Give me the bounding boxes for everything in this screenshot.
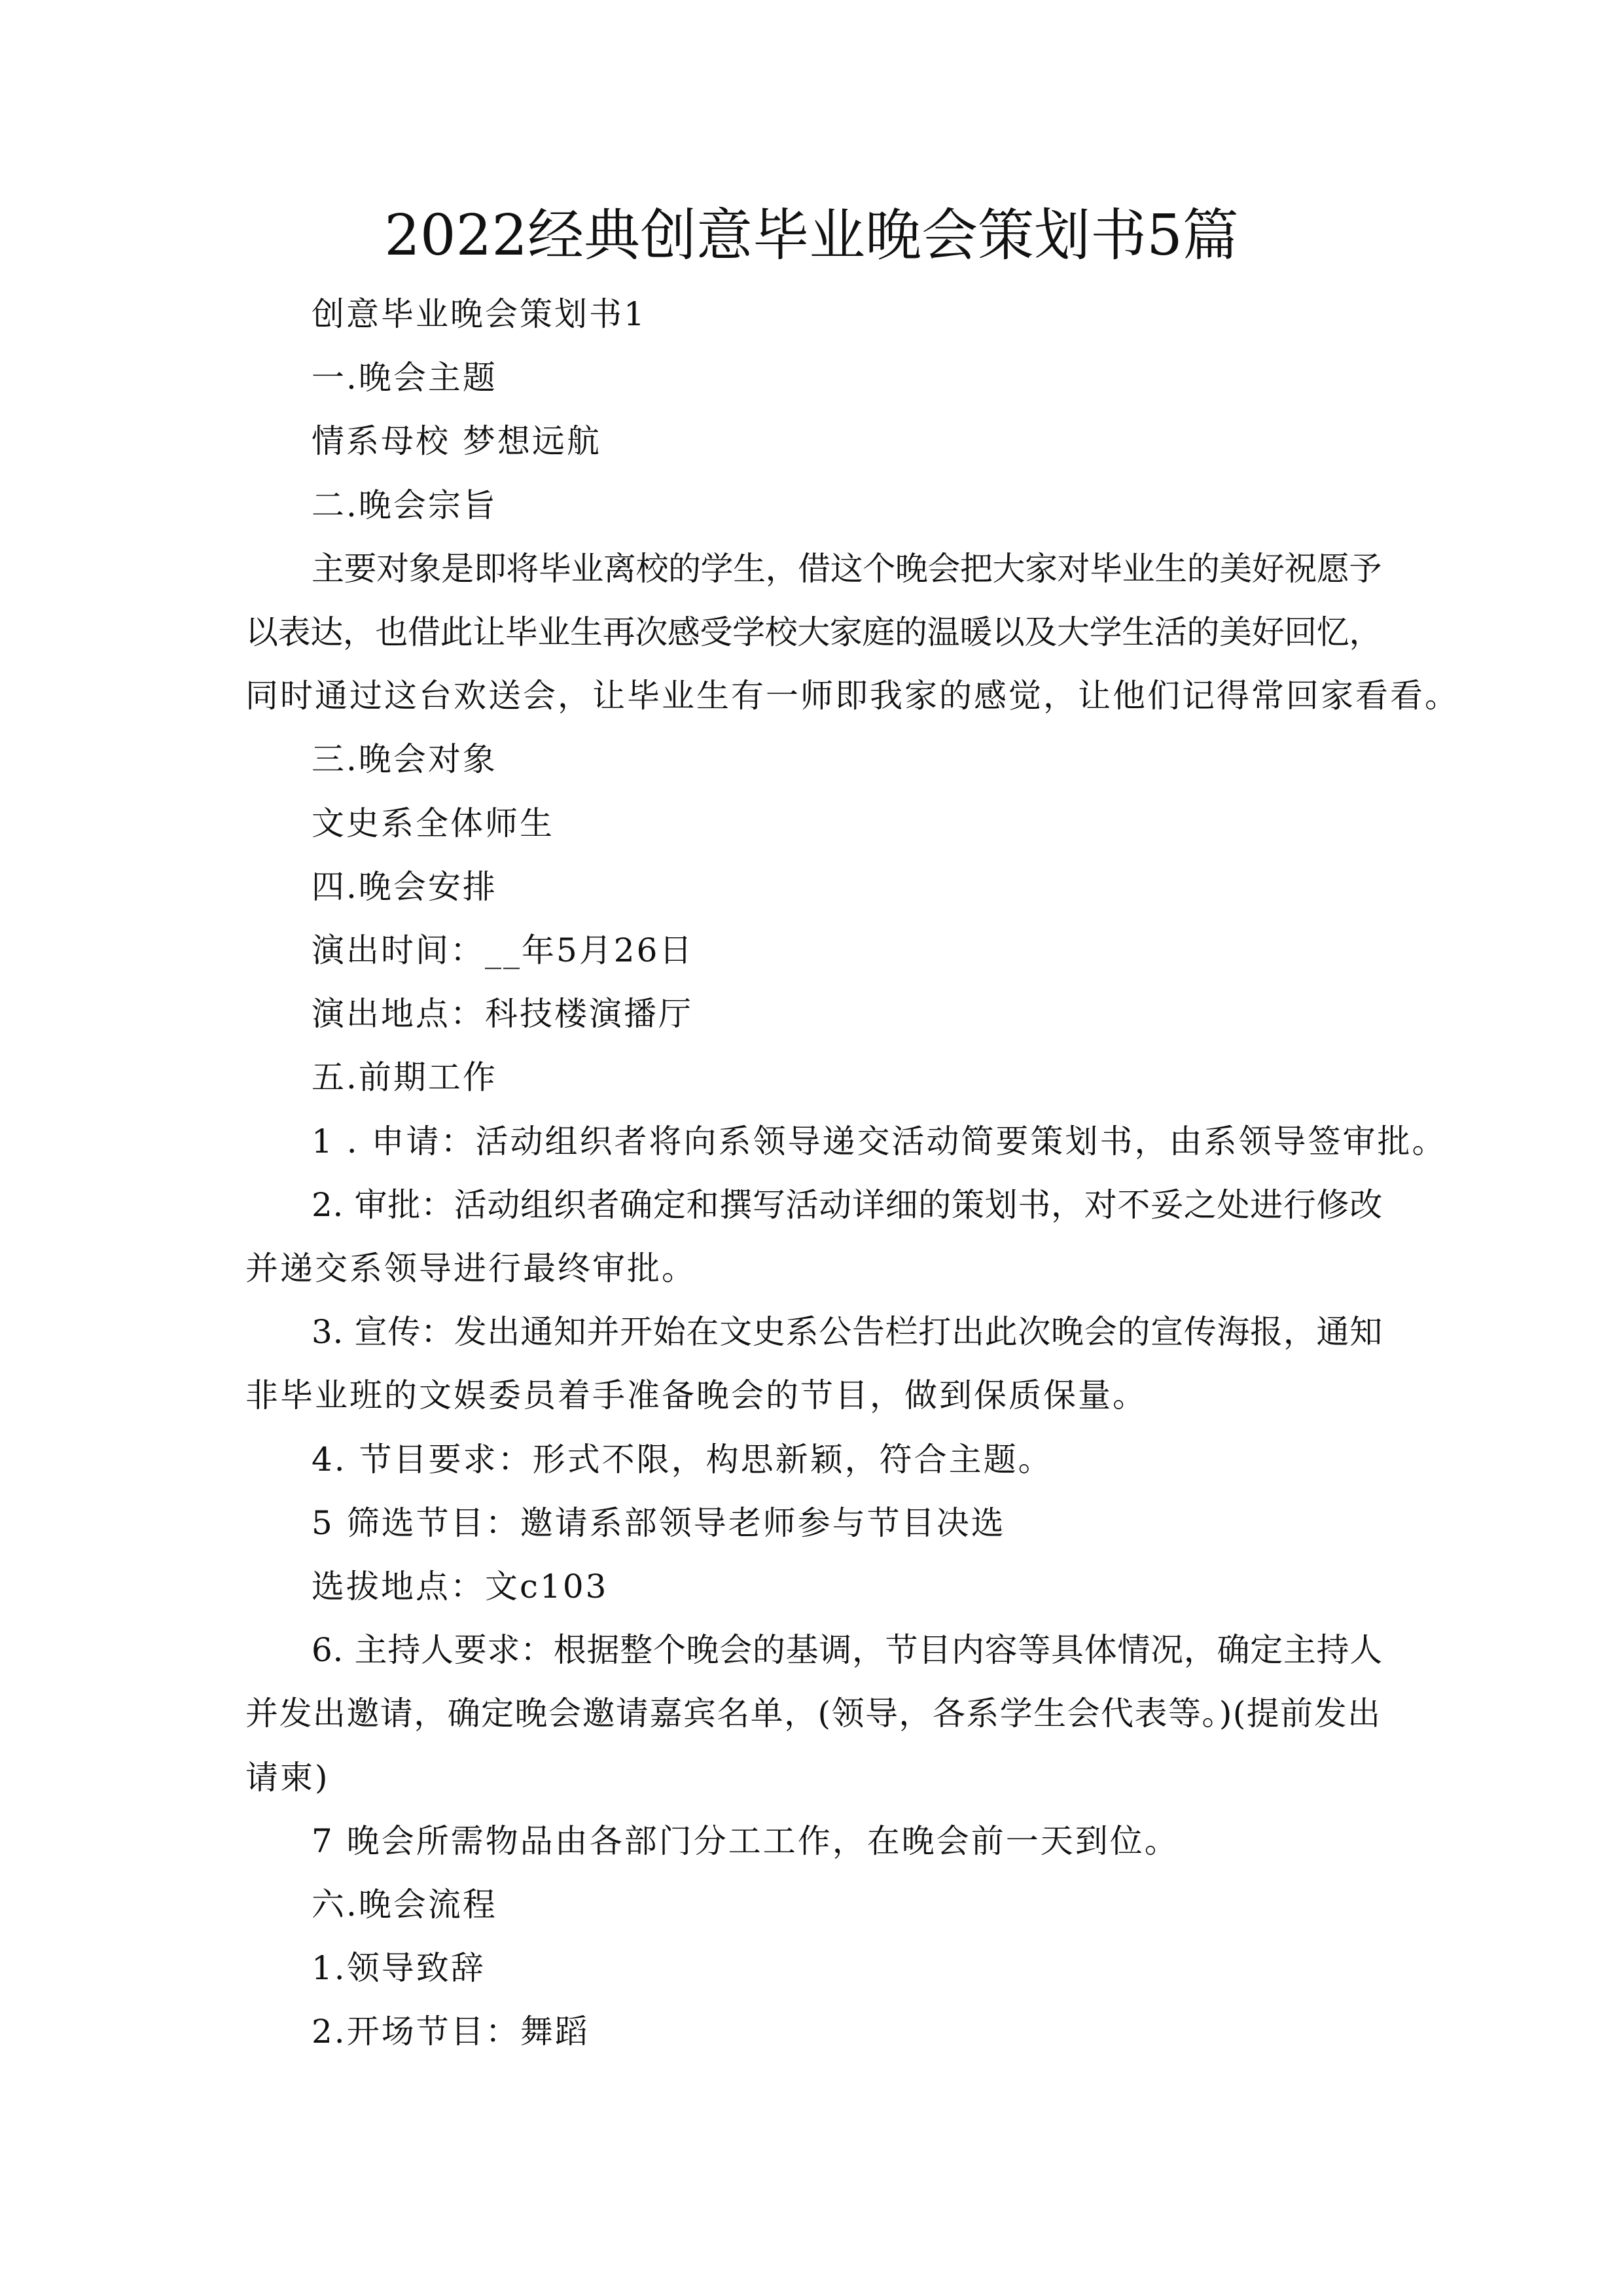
paragraph-line: 并发出邀请，确定晚会邀请嘉宾名单，(领导，各系学生会代表等。)(提前发出 — [245, 1695, 1382, 1733]
paragraph-line: 选拔地点：文c103 — [312, 1568, 609, 1605]
paragraph-line: 五.前期工作 — [312, 1058, 497, 1097]
paragraph-line: 三.晚会对象 — [312, 740, 497, 779]
paragraph-line: 一.晚会主题 — [312, 359, 497, 397]
paragraph-line: 文史系全体师生 — [312, 804, 554, 842]
paragraph-line: 2. 审批：活动组织者确定和撰写活动详细的策划书，对不妥之处进行修改 — [312, 1185, 1383, 1224]
paragraph-line: 同时通过这台欢送会，让毕业生有一师即我家的感觉，让他们记得常回家看看。 — [245, 677, 1459, 715]
paragraph-line: 2.开场节目：舞蹈 — [312, 2013, 590, 2051]
paragraph-line: 请柬) — [245, 1758, 330, 1797]
paragraph-line: 非毕业班的文娱委员着手准备晚会的节目，做到保质保量。 — [245, 1376, 1147, 1415]
paragraph-line: 7 晚会所需物品由各部门分工工作，在晚会前一天到位。 — [312, 1821, 1179, 1860]
paragraph-line: 以表达，也借此让毕业生再次感受学校大家庭的温暖以及大学生活的美好回忆， — [245, 613, 1382, 651]
paragraph-line: 1 . 申请：活动组织者将向系领导递交活动简要策划书，由系领导签审批。 — [312, 1122, 1447, 1160]
paragraph-line: 四.晚会安排 — [312, 867, 497, 906]
paragraph-line: 情系母校 梦想远航 — [312, 422, 601, 461]
paragraph-line: 演出地点：科技楼演播厅 — [312, 995, 693, 1033]
paragraph-line: 1.领导致辞 — [312, 1949, 486, 1988]
paragraph-line: 4. 节目要求：形式不限，构思新颖，符合主题。 — [312, 1440, 1053, 1479]
paragraph-line: 创意毕业晚会策划书1 — [312, 295, 647, 333]
paragraph-line: 3. 宣传：发出通知并开始在文史系公告栏打出此次晚会的宣传海报，通知 — [312, 1313, 1383, 1352]
paragraph-line: 并递交系领导进行最终审批。 — [245, 1249, 696, 1287]
document-title: 2022经典创意毕业晚会策划书5篇 — [384, 203, 1239, 268]
paragraph-line: 六.晚会流程 — [312, 1886, 497, 1924]
paragraph-line: 二.晚会宗旨 — [312, 486, 497, 524]
paragraph-line: 6. 主持人要求：根据整个晚会的基调，节目内容等具体情况，确定主持人 — [312, 1631, 1383, 1670]
paragraph-line: 演出时间：__年5月26日 — [312, 931, 694, 969]
paragraph-line: 5 筛选节目：邀请系部领导老师参与节目决选 — [312, 1503, 1006, 1542]
paragraph-line: 主要对象是即将毕业离校的学生，借这个晚会把大家对毕业生的美好祝愿予 — [312, 549, 1382, 588]
